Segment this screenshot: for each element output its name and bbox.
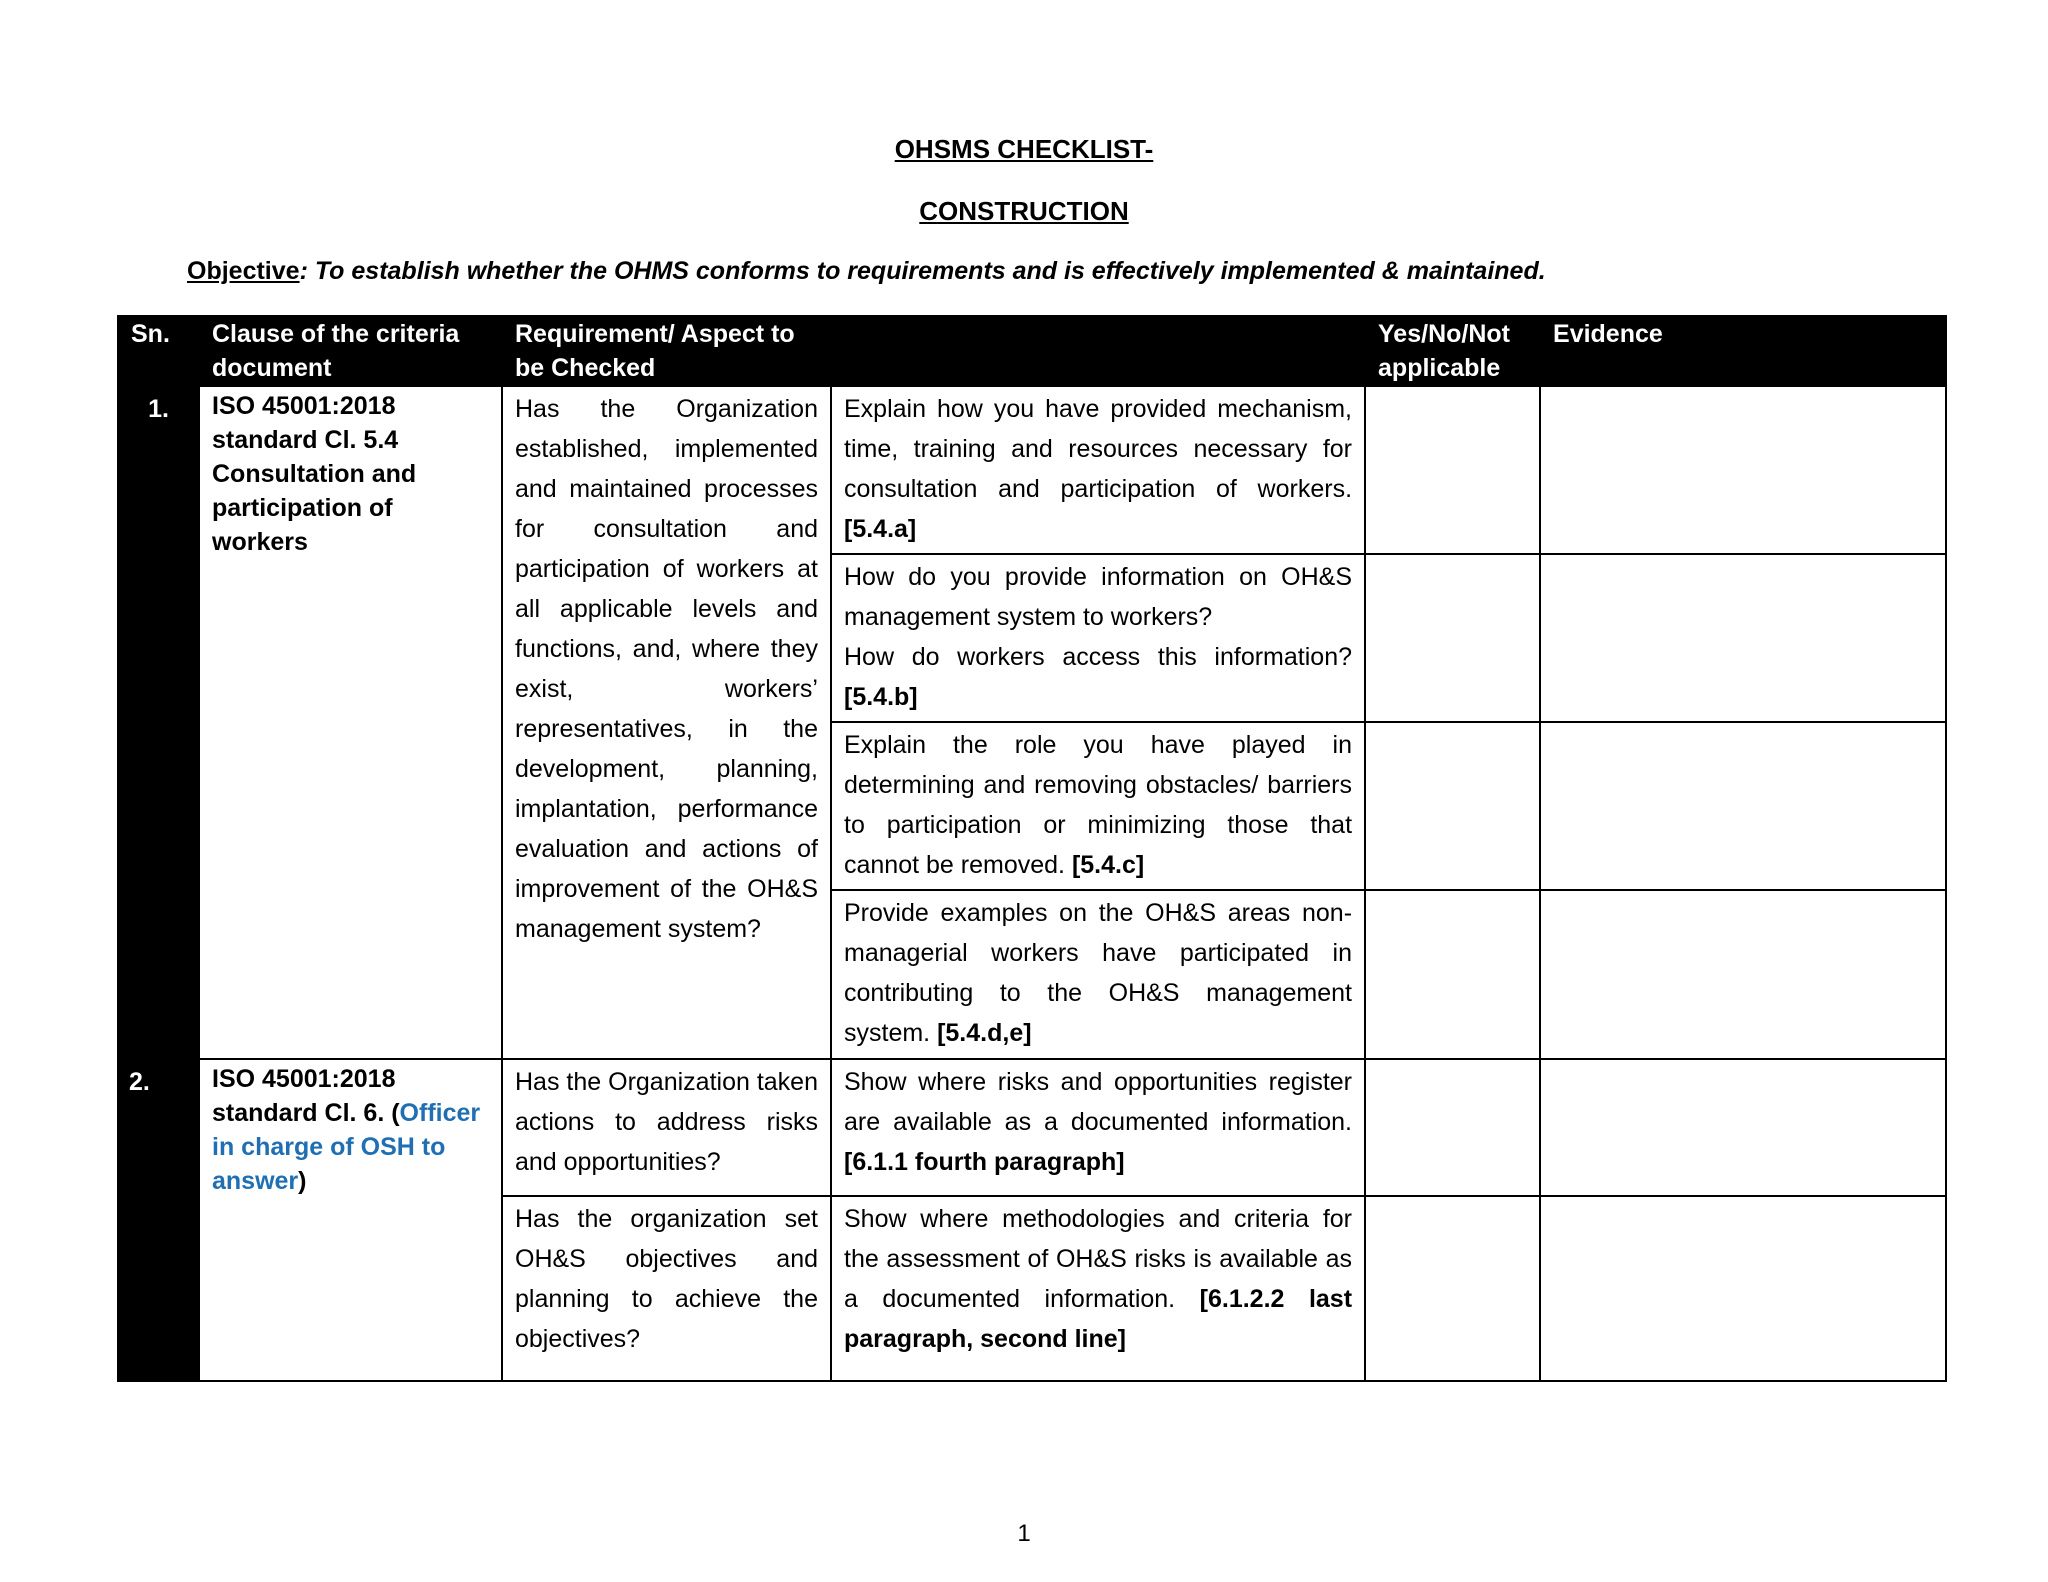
clause-note-close: ) — [298, 1167, 307, 1195]
status-cell[interactable] — [1365, 386, 1540, 554]
question-cell — [831, 722, 1365, 890]
column-header-requirement: Requirement/ Aspect to be Checked — [502, 316, 1365, 386]
page-subtitle: CONSTRUCTION — [919, 196, 1129, 226]
column-header-sn: Sn. — [118, 316, 199, 386]
column-header-clause: Clause of the criteria document — [199, 316, 502, 386]
question-text: Provide examples on the OH&S areas non-managerial workers have participated in contributing to the OH&S management system. — [844, 899, 1353, 1047]
clause-reference: [5.4.d,e] — [937, 1019, 1032, 1047]
status-cell[interactable] — [1365, 1196, 1540, 1381]
clause-reference: [6.1.2.2 last paragraph, second line] — [844, 1285, 1353, 1353]
question-text-secondary: How do workers access this information? — [844, 643, 1353, 671]
table-row — [118, 386, 1946, 554]
section-number: 1. — [118, 386, 199, 1059]
question-text: How do you provide information on OH&S management system to workers? — [844, 563, 1353, 631]
question-cell — [831, 1059, 1365, 1196]
question-cell — [831, 386, 1365, 554]
table-header-row — [118, 316, 1946, 386]
evidence-cell[interactable] — [1540, 554, 1946, 722]
section-number: 2. — [118, 1059, 199, 1381]
question-text: Explain how you have provided mechanism, time, training and resources necessary for consultation and participation of workers. — [844, 395, 1353, 503]
clause-reference: [6.1.1 fourth paragraph] — [844, 1148, 1125, 1176]
question-text: Explain the role you have played in determining and removing obstacles/ barriers to participation or minimizing those that cannot be removed. — [844, 731, 1353, 879]
question-cell — [831, 890, 1365, 1059]
requirement-cell: Has the Organization established, implemented and maintained processes for consultation and participation of workers at all applicable levels and functions, and, where they exist, workers’ representatives, in the development, planning, implantation, performance evaluation and actions of improvement of the OH&S management system? — [502, 386, 831, 1059]
objective-text: : To establish whether the OHMS conforms to requirements and is effectively implemented & maintained. — [299, 257, 1546, 285]
question-text: Show where methodologies and criteria for the assessment of OH&S risks is available as a documented information. — [844, 1205, 1353, 1313]
clause-note-open: ( — [391, 1099, 400, 1127]
clause-note: Officer in charge of OSH to answer — [212, 1099, 481, 1195]
evidence-cell[interactable] — [1540, 890, 1946, 1059]
question-text: Show where risks and opportunities register are available as a documented information. — [844, 1068, 1353, 1136]
status-cell[interactable] — [1365, 722, 1540, 890]
clause-reference: [5.4.b] — [844, 683, 918, 711]
status-cell[interactable] — [1365, 1059, 1540, 1196]
page-number: 1 — [1017, 1520, 1031, 1547]
clause-text: ISO 45001:2018 standard Cl. 6. — [212, 1065, 396, 1127]
page-title: OHSMS CHECKLIST- — [894, 134, 1154, 164]
column-header-evidence: Evidence — [1540, 316, 1946, 386]
clause-cell — [199, 1059, 502, 1381]
clause-reference: [5.4.c] — [1071, 851, 1145, 879]
evidence-cell[interactable] — [1540, 1059, 1946, 1196]
evidence-cell[interactable] — [1540, 722, 1946, 890]
objective-label: Objective — [187, 257, 300, 285]
requirement-cell: Has the Organization taken actions to address risks and opportunities? — [502, 1059, 831, 1196]
column-header-status: Yes/No/Not applicable — [1365, 316, 1540, 386]
status-cell[interactable] — [1365, 890, 1540, 1059]
clause-cell: ISO 45001:2018 standard Cl. 5.4 Consultation and participation of workers — [199, 386, 502, 1059]
evidence-cell[interactable] — [1540, 386, 1946, 554]
question-cell — [831, 554, 1365, 722]
table-row — [118, 1059, 1946, 1196]
objective-statement — [187, 257, 1546, 286]
checklist-table — [117, 315, 1947, 1382]
clause-reference: [5.4.a] — [844, 515, 917, 543]
question-cell — [831, 1196, 1365, 1381]
status-cell[interactable] — [1365, 554, 1540, 722]
requirement-cell: Has the organization set OH&S objectives and planning to achieve the objectives? — [502, 1196, 831, 1381]
evidence-cell[interactable] — [1540, 1196, 1946, 1381]
